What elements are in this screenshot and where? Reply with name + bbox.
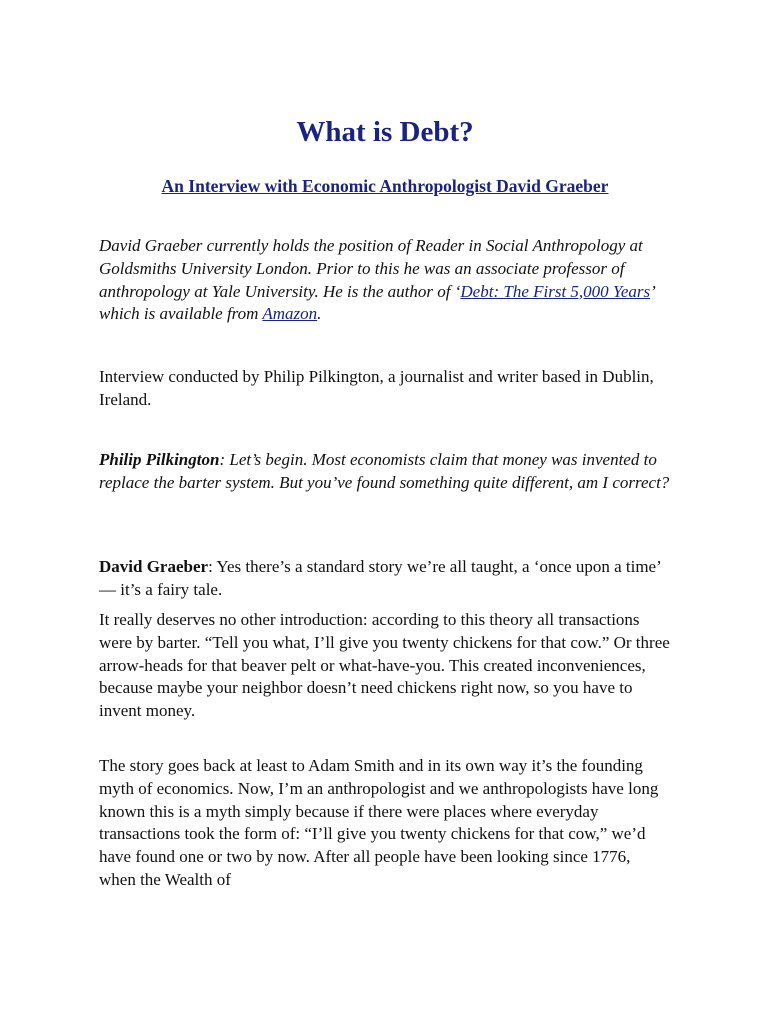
answer-1-paragraph (99, 556, 671, 602)
intro-text-3: . (317, 304, 322, 324)
paragraph-3: The story goes back at least to Adam Smith and in its own way it’s the founding myth of economics. Now, I’m an anthropologist and we anthropologists have long known this is a myth simply because if there were places where everyday transactions took the form of: “I’ll give you twenty chickens for that cow,” we’d have found one or two by now. After all people have been looking since 1776, when the Wealth of (99, 756, 659, 889)
answer-1-speaker: David Graeber (99, 557, 209, 576)
conducted-by-paragraph: Interview conducted by Philip Pilkington, a journalist and writer based in Dublin, Ireland. (99, 367, 654, 409)
intro-text-2: ’ which is available from (99, 281, 654, 324)
subtitle (99, 176, 671, 197)
book-link[interactable]: Debt: The First 5,000 Years (460, 281, 651, 301)
question-1-speaker: Philip Pilkington (99, 450, 220, 469)
paragraph-2: It really deserves no other introduction: according to this theory all transactions were by barter. “Tell you what, I’ll give you twenty chickens for that cow.” Or three arrow-heads for that beaver pelt or what-have-you. This created inconveniences, because maybe your neighbor doesn’t need chickens right now, so you have to invent money. (99, 610, 670, 721)
question-1-paragraph (99, 449, 671, 495)
question-1-text: : Let’s begin. Most economists claim that money was invented to replace the barter system. But you’ve found something quite different, am I correct? (99, 450, 670, 492)
answer-1-text: : Yes there’s a standard story we’re all taught, a ‘once upon a time’ — it’s a fairy tale. (99, 557, 661, 599)
intro-paragraph (99, 235, 671, 326)
subtitle-link[interactable]: An Interview with Economic Anthropologist David Graeber (161, 176, 609, 196)
intro-text-1: David Graeber currently holds the position of Reader in Social Anthropology at Goldsmiths University London. Prior to this he was an associate professor of anthropology at Yale University. He is the author of ‘ (99, 236, 643, 301)
page-title: What is Debt? (296, 116, 474, 148)
amazon-link[interactable]: Amazon (262, 304, 318, 324)
